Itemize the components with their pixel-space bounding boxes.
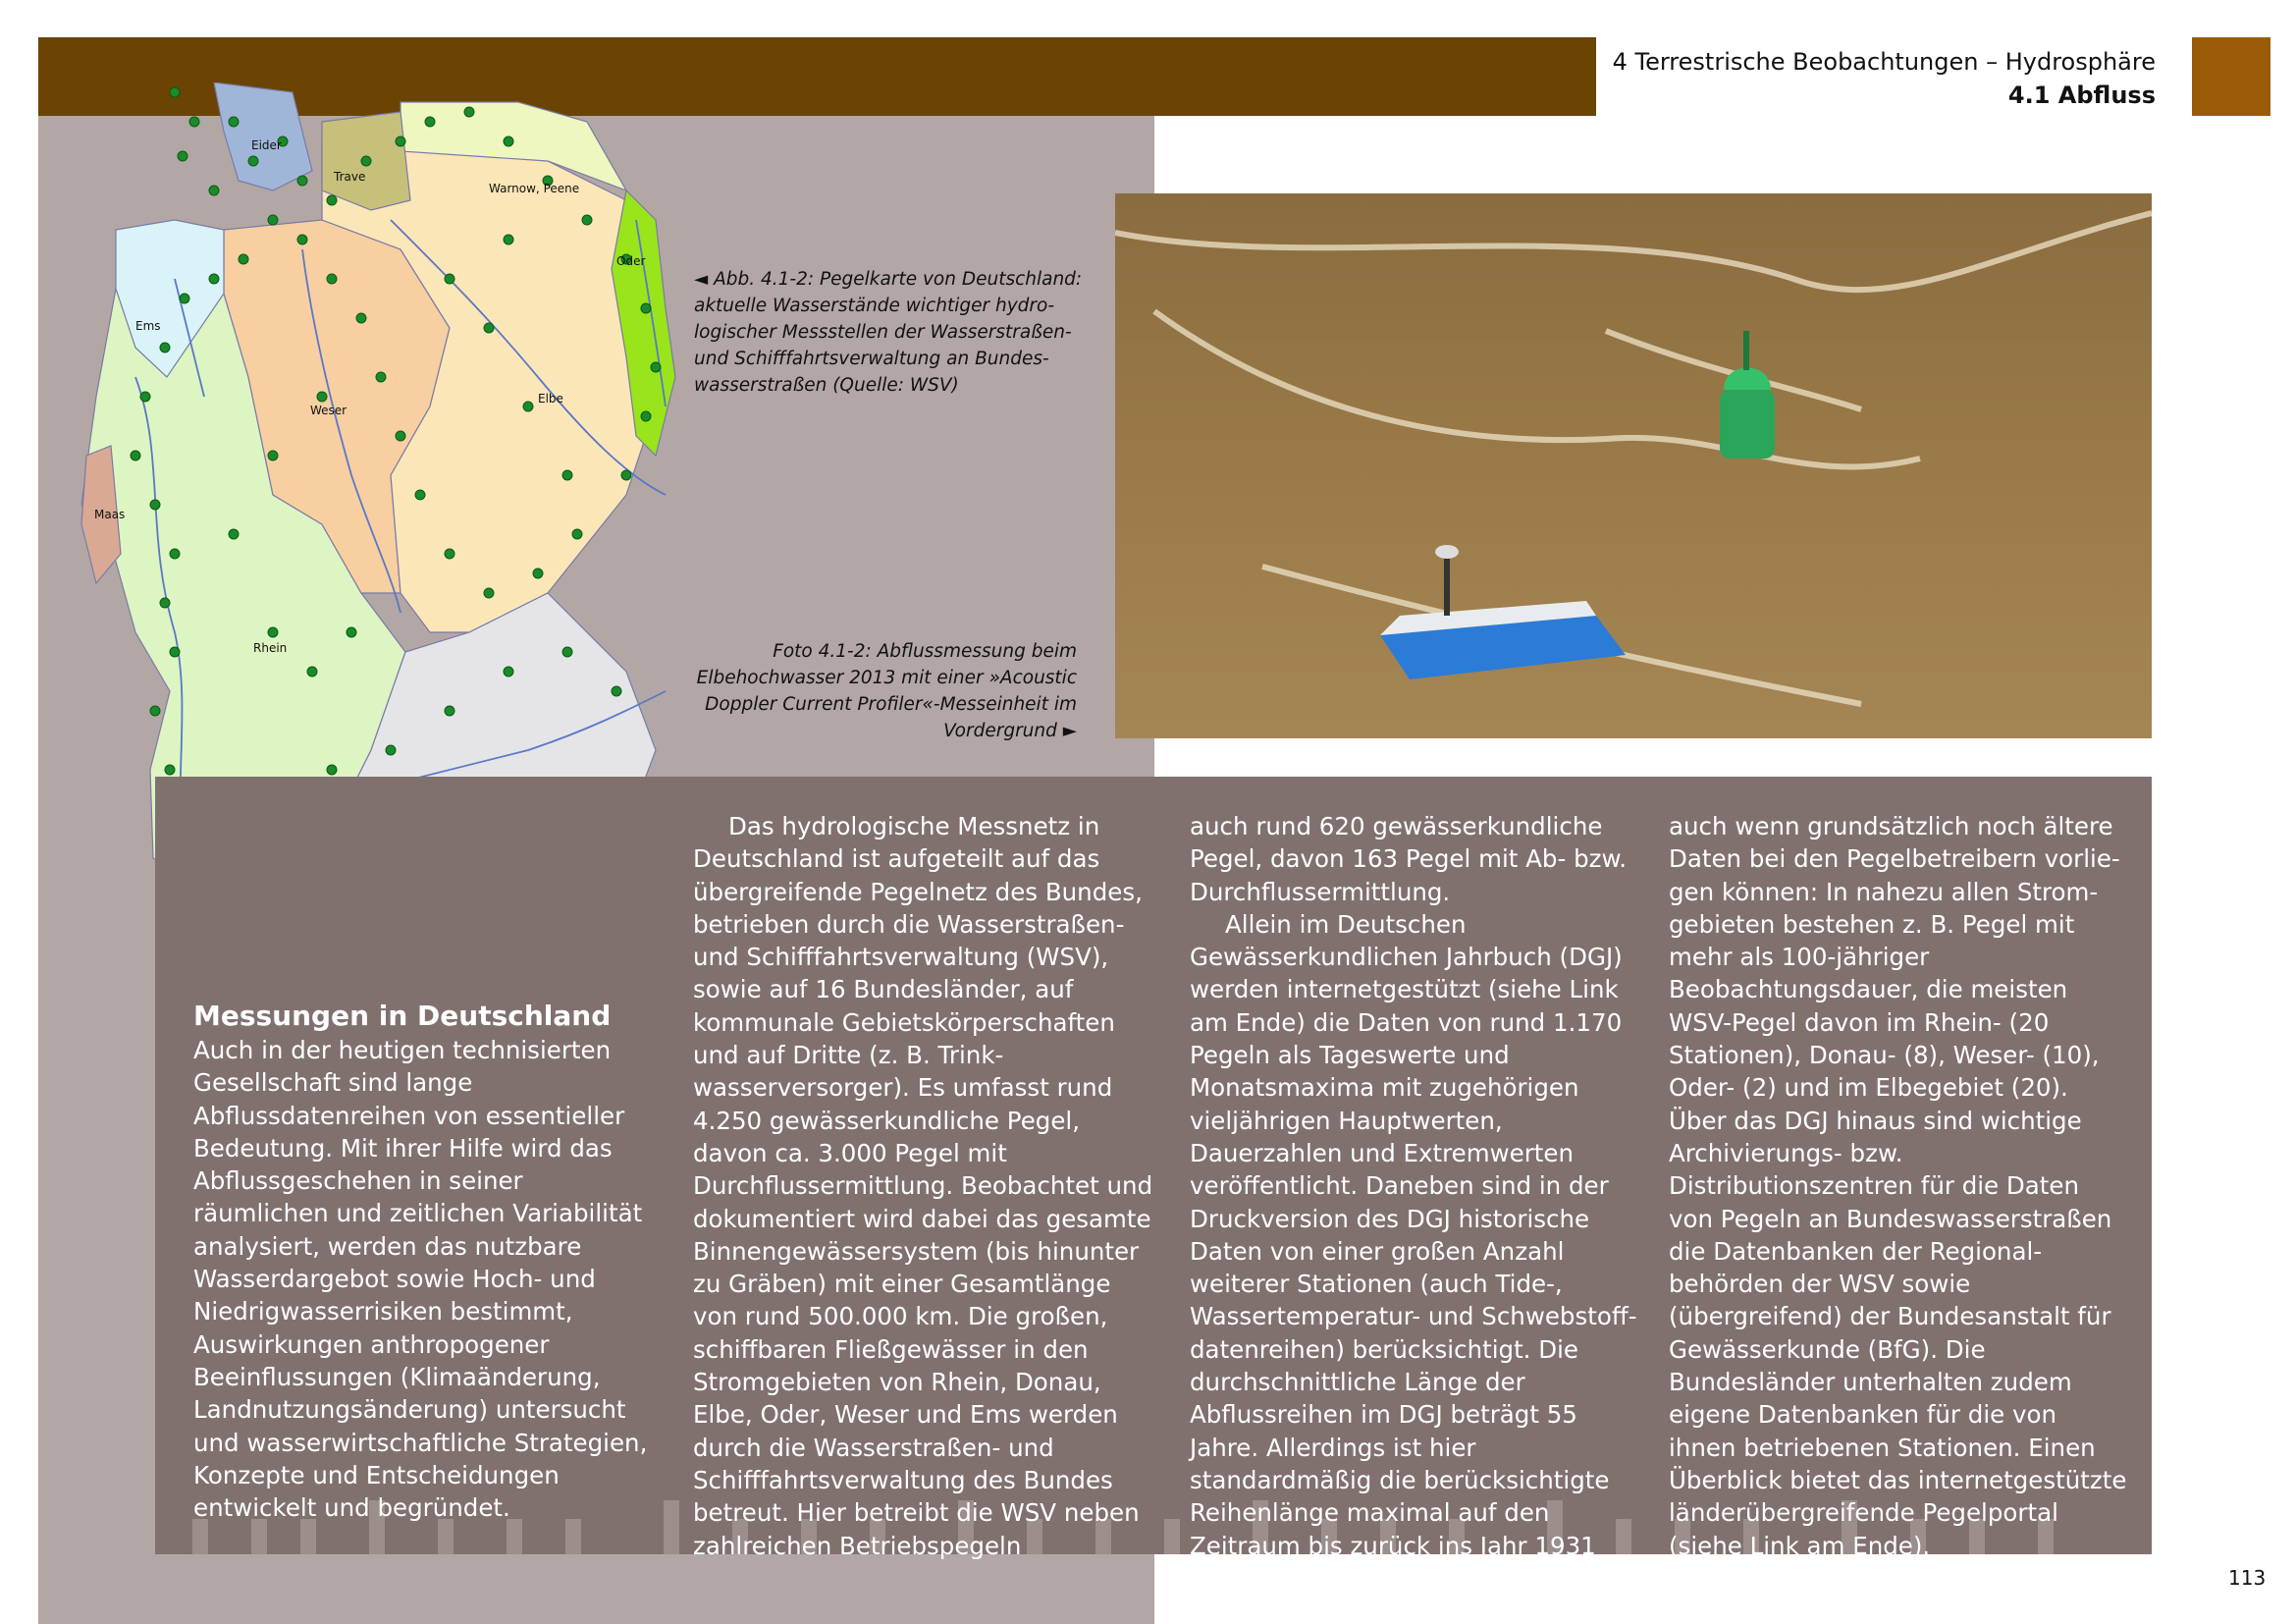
label-oder: Oder	[616, 254, 646, 268]
article-title: Messungen in Deutschland	[193, 1000, 612, 1032]
article-column-3	[1190, 810, 1651, 1595]
running-header	[1613, 45, 2156, 112]
label-weser: Weser	[310, 404, 347, 417]
label-rhein: Rhein	[253, 641, 288, 655]
chapter-title: 4 Terrestrische Beobachtungen – Hydrosphäre	[1612, 48, 2156, 76]
page-number: 113	[2228, 1566, 2267, 1590]
article-paragraph: auch wenn grundsätzlich noch ältere Daten bei den Pegelbetreibern vorliegen können: In nahezu allen Stromgebieten bestehen z. B. Pegel mit mehr als 100-jähriger Beobachtungsdauer, die meisten WSV-Pegel davon im Rhein- (20 Stationen), Donau- (8), Weser- (10), Oder- (2) und im Elbegebiet (20). Über das DGJ hinaus sind wichtige Archivierungs- bzw. Distributionszentren für die Daten von Pegeln an Bundeswasserstraßen die Datenbanken der Regionalbehörden der WSV sowie (übergreifend) der Bundesanstalt für Gewässerkunde (BfG). Die Bundesländer unterhalten zudem eigene Datenbanken für die von ihnen betriebenen Stationen. Einen Überblick bietet das internetgestützte länderübergreifende Pegelportal (siehe Link am Ende).	[1669, 812, 2127, 1560]
article-column-1	[193, 810, 655, 1524]
label-warnow: Warnow, Peene	[489, 182, 580, 195]
article-paragraph: Allein im Deutschen Gewässerkundlichen Jahrbuch (DGJ) werden internetgestützt (siehe Link am Ende) die Daten von rund 1.170 Pegeln als Tageswerte und Monatsmaxima mit zugehörigen vieljährigen Hauptwerten, Dauerzahlen und Extremwerten veröffentlicht. Daneben sind in der Druckversion des DGJ historische Daten von einer großen Anzahl weiterer Stationen (auch Tide-, Wassertemperatur- und Schwebstoffdatenreihen) berücksichtigt. Die durchschnittliche Länge der Abflussreihen im DGJ beträgt 55 Jahre. Allerdings ist hier standardmäßig die berücksichtigte Reihenlänge maximal auf den Zeitraum bis zurück ins Jahr 1931 beschränkt,	[1190, 909, 1637, 1593]
label-ems: Ems	[135, 319, 161, 333]
article-column-4	[1669, 810, 2130, 1562]
label-trave: Trave	[334, 170, 366, 184]
label-elbe: Elbe	[538, 392, 563, 406]
article-paragraph: Auch in der heutigen technisierten Gesellschaft sind lange Abflussdatenreihen von essentieller Bedeutung. Mit ihrer Hilfe wird das Abflussgeschehen in seiner räumlichen und zeitlichen Variabilität analysiert, werden das nutzbare Wasserdargebot sowie Hoch- und Niedrigwasserrisiken bestimmt, Auswirkungen anthropogener Beeinflussungen (Klimaänderung, Landnutzungsänderung) untersucht und wasserwirtschaftliche Strategien, Konzepte und Entscheidungen entwickelt und begründet.	[193, 1036, 648, 1523]
map-caption: ◄ Abb. 4.1-2: Pegelkarte von Deutschland: aktuelle Wasserstände wichtiger hydrologischer Messstellen der Wasserstraßen- und Schifffahrtsverwaltung an Bundeswasserstraßen (Quelle: WSV)	[694, 269, 1083, 396]
article-paragraph: Das hydrologische Messnetz in Deutschland ist aufgeteilt auf das übergreifende Pegelnetz des Bundes, betrieben durch die Wasserstraßen- und Schifffahrtsverwaltung (WSV), sowie auf 16 Bundesländer, auf kommunale Gebietskörperschaften und auf Dritte (z. B. Trinkwasserversorger). Es umfasst rund 4.250 gewässerkundliche Pegel, davon ca. 3.000 Pegel mit Durchflussermittlung. Beobachtet und dokumentiert wird dabei das gesamte Binnengewässersystem (bis hinunter zu Gräben) mit einer Gesamtlänge von rund 500.000 km. Die großen, schiffbaren Fließgewässer in den Stromgebieten von Rhein, Donau, Elbe, Oder, Weser und Ems werden durch die Wasserstraßen- und Schifffahrtsverwaltung des Bundes betreut. Hier betreibt die WSV neben zahlreichen Betriebspegeln	[693, 812, 1153, 1560]
decor-stripe	[664, 1500, 679, 1554]
chapter-color-block	[2192, 37, 2270, 116]
decor-stripe	[1164, 1519, 1180, 1554]
article-column-2	[693, 810, 1154, 1562]
region-eider	[214, 82, 312, 190]
section-title: 4.1 Abfluss	[2007, 81, 2156, 109]
photo-flood-measurement	[1115, 193, 2152, 738]
label-eider: Eider	[251, 138, 282, 152]
article-paragraph: auch rund 620 gewässerkundliche Pegel, davon 163 Pegel mit Ab- bzw. Durchflussermittlung.	[1190, 812, 1628, 906]
photo-caption: Foto 4.1-2: Abflussmessung beim Elbehochwasser 2013 mit einer »Acoustic Doppler Current Profiler«-Messeinheit im Vordergrund ►	[696, 641, 1077, 741]
label-maas: Maas	[94, 508, 126, 521]
